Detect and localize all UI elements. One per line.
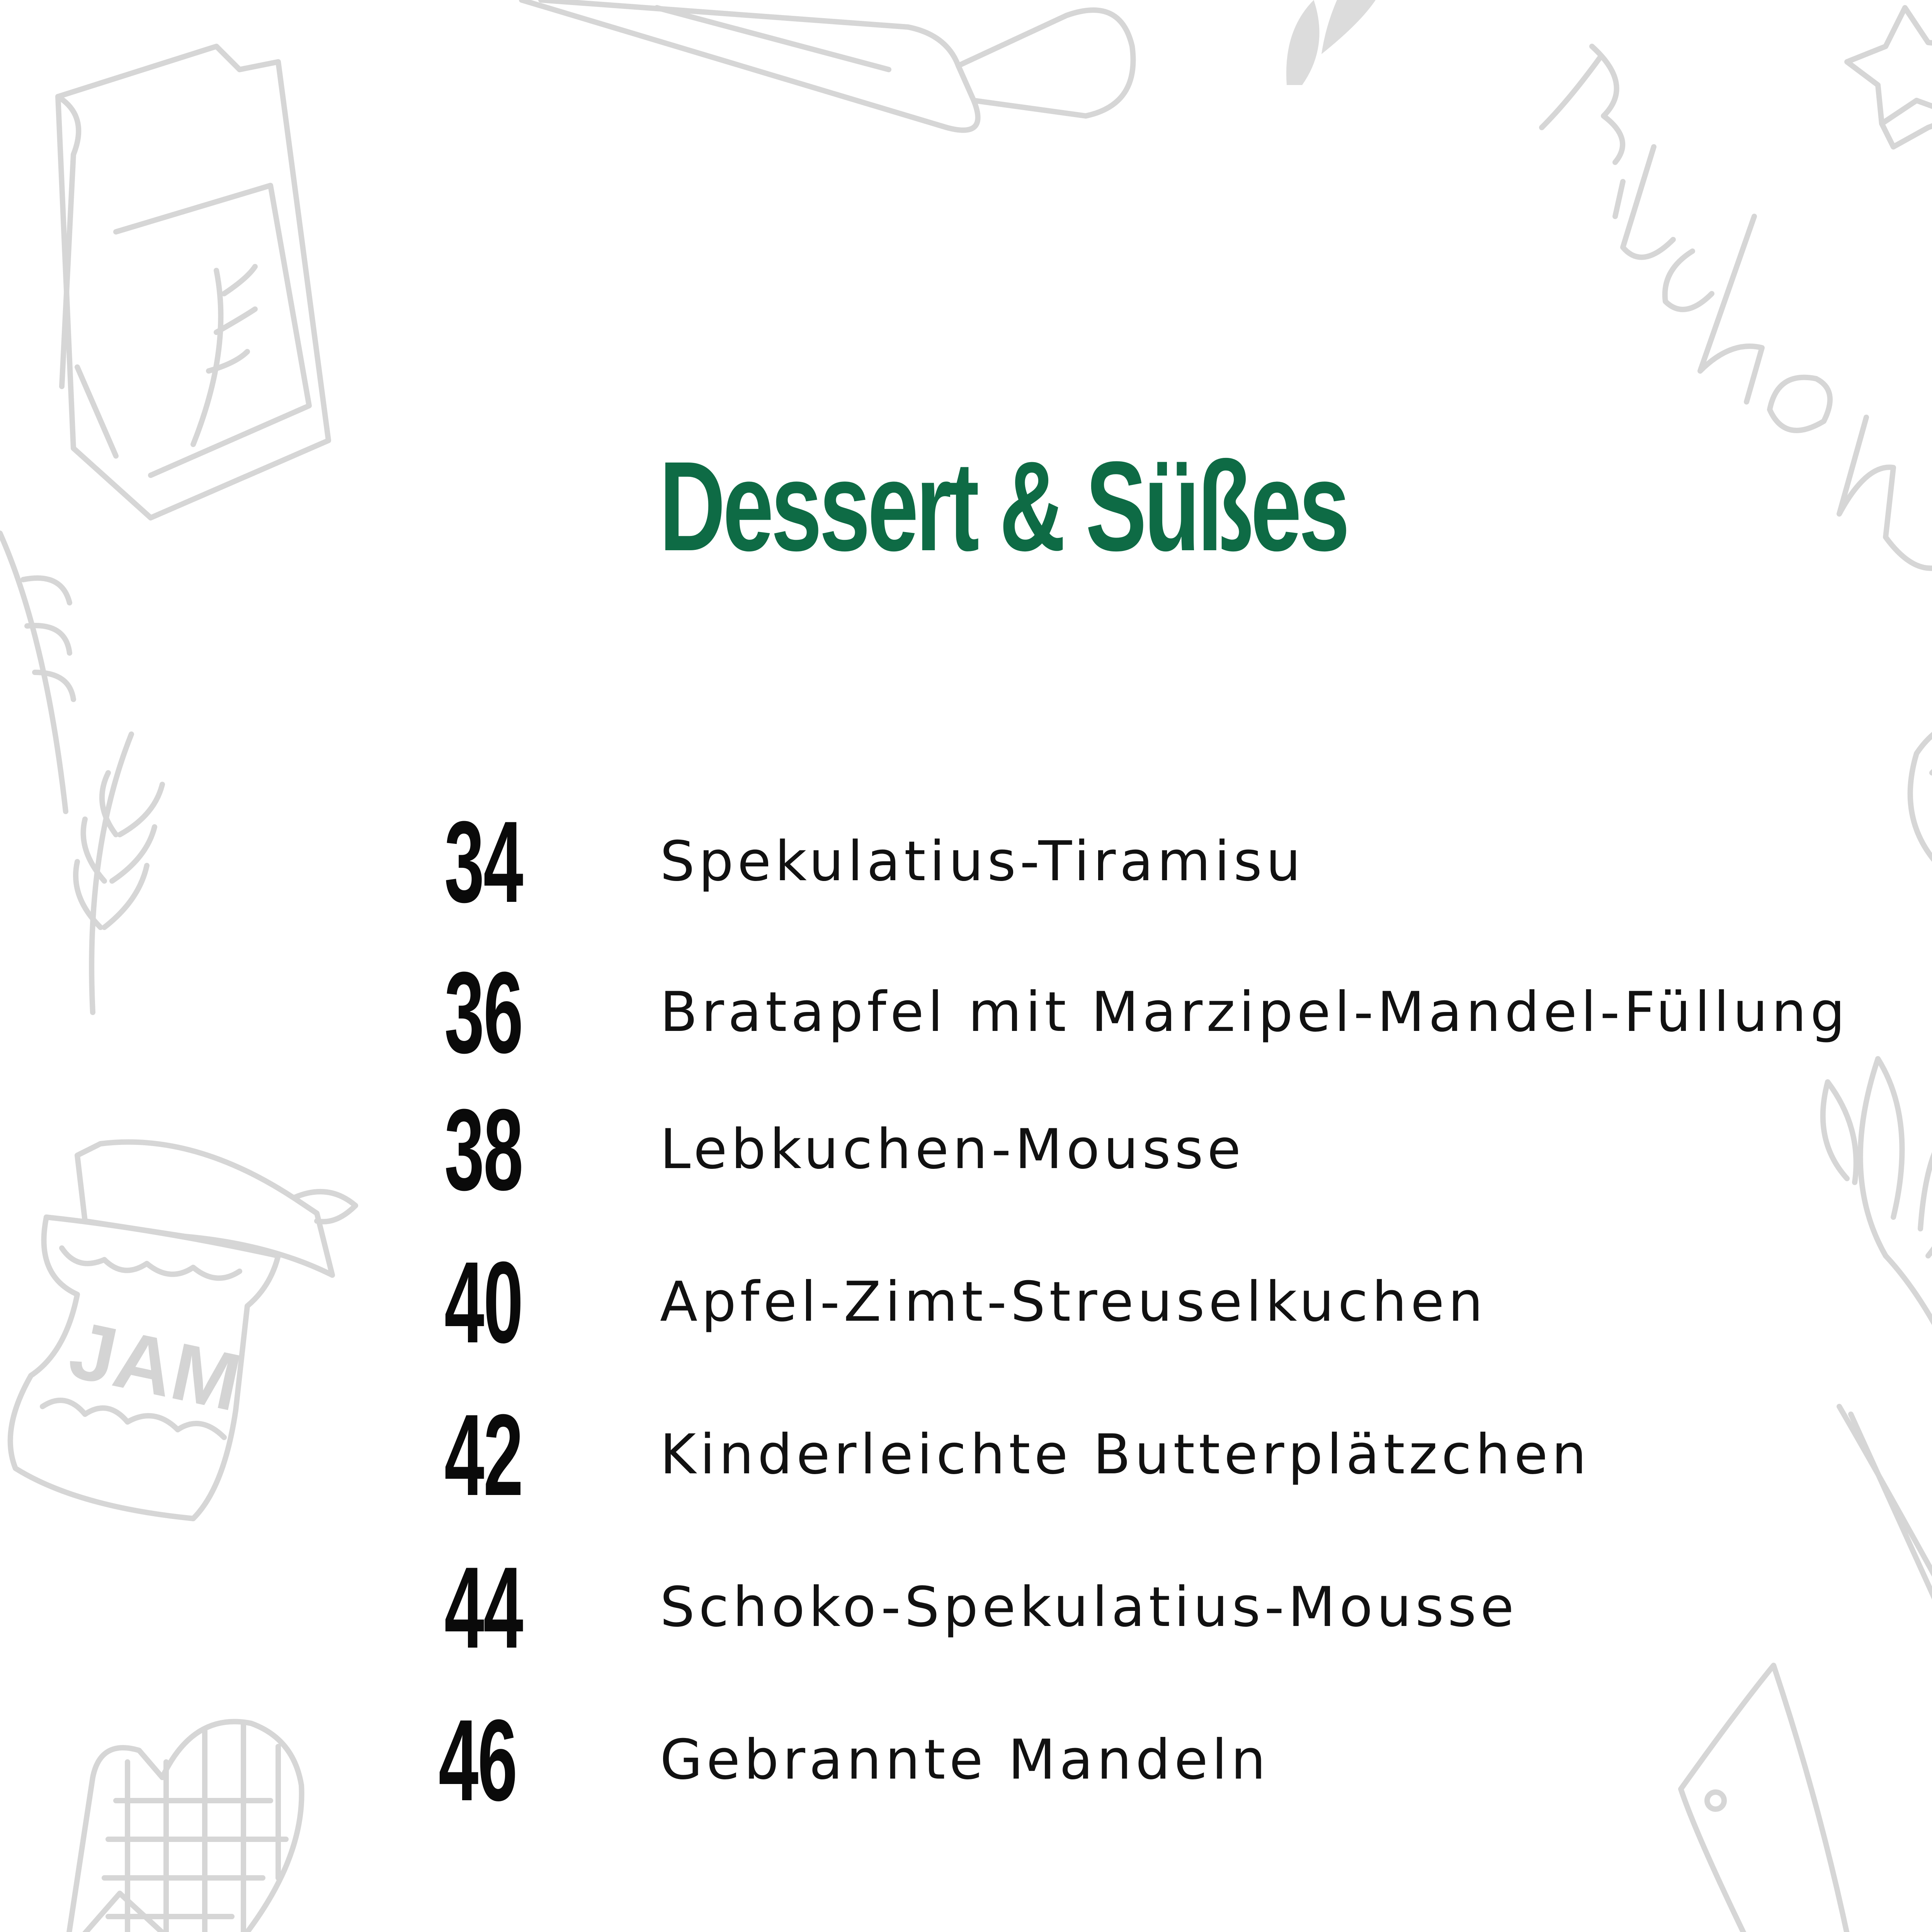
toc-page-number: 44 xyxy=(444,1543,522,1672)
toc-page-number: 42 xyxy=(444,1390,522,1520)
jam-jar-icon xyxy=(10,1142,355,1519)
ladle-icon xyxy=(1910,716,1932,935)
toc-recipe-title: Schoko-Spekulatius-Mousse xyxy=(660,1575,1518,1639)
rolling-pin-icon xyxy=(522,0,1133,130)
star-cookie-cutter-icon xyxy=(1847,8,1932,147)
toc-recipe-title: Spekulatius-Tiramisu xyxy=(660,830,1305,893)
wheat-icon xyxy=(0,533,162,1012)
toc-page-number: 34 xyxy=(444,797,522,927)
toc-recipe-title: Apfel-Zimt-Streuselkuchen xyxy=(660,1270,1487,1334)
leaf-icon xyxy=(1823,1059,1932,1430)
knife-icon xyxy=(1839,1406,1932,1758)
toc-page-number: 38 xyxy=(444,1085,522,1214)
section-title: Dessert & Süßes xyxy=(659,435,1347,577)
toc-recipe-title: Kinderleichte Butterplätzchen xyxy=(660,1423,1590,1486)
toc-page-number: 46 xyxy=(439,1695,517,1825)
toc-recipe-title: Lebkuchen-Mousse xyxy=(660,1117,1245,1181)
leaf-icon xyxy=(1286,0,1376,85)
oven-mitt-icon xyxy=(66,1722,302,1932)
toc-recipe-title: Gebrannte Mandeln xyxy=(660,1728,1270,1792)
toc-recipe-title: Bratapfel mit Marzipel-Mandel-Füllung xyxy=(660,980,1849,1044)
cleaver-icon xyxy=(1681,1665,1932,1932)
toc-page-number: 36 xyxy=(444,947,522,1077)
jam-label: JAM xyxy=(62,1304,249,1429)
toc-page-number: 40 xyxy=(444,1237,522,1367)
